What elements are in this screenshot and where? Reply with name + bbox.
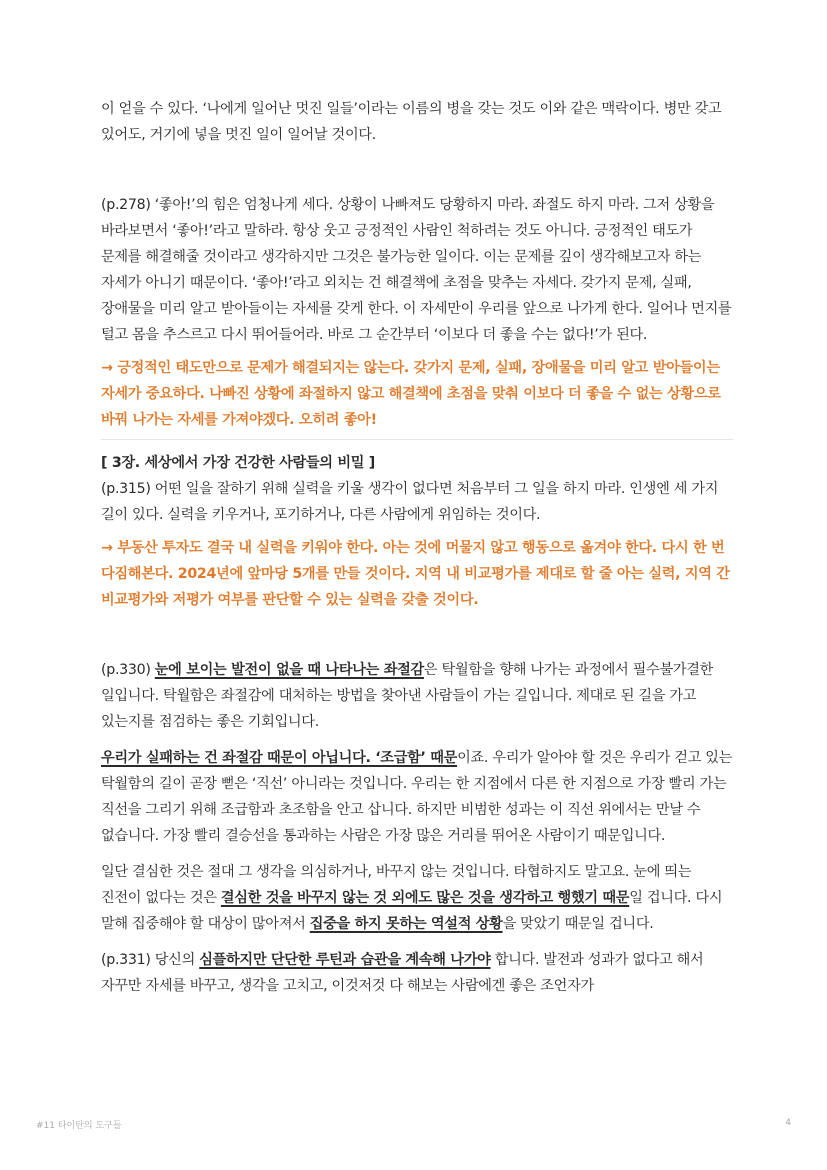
- paragraph-decision: [101, 859, 733, 937]
- text: (p.330): [101, 662, 155, 678]
- underlined-phrase: 우리가 실패하는 건 좌절감 때문이 아닙니다. ‘조급함’ 때문: [101, 750, 458, 766]
- text: 을 맞았기 때문일 겁니다.: [502, 916, 654, 932]
- highlight-note-positive: → 긍정적인 태도만으로 문제가 해결되지는 않는다. 갖가지 문제, 실패, 장애물을 미리 알고 받아들이는 자세가 중요하다. 나빠진 상황에 좌절하지 않고 해결책에 초점을 맞춰 이보다 더 좋을 수 없는 상황으로 바꿔 나가는 자세를 가져야겠다. 오히려 좋아!: [101, 360, 721, 428]
- footer-page-number: 4: [785, 1118, 791, 1128]
- paragraph-continuation: 이 얻을 수 있다. ‘나에게 일어난 멋진 일들’이라는 이름의 병을 갖는 것도 이와 같은 맥락이다. 병만 갖고 있어도, 거기에 넣을 멋진 일이 일어날 것이다.: [101, 101, 722, 143]
- text: 합니다. 발전과 성과가 없다고 해서 자꾸만 자세를 바꾸고, 생각을 고치고, 이것저것 다 해보는 사람에겐 좋은 조언자가: [101, 952, 704, 994]
- underlined-phrase: 결심한 것을 바꾸지 않는 것 외에도 많은 것을 생각하고 행했기 때문: [220, 890, 630, 906]
- chapter-heading: [ 3장. 세상에서 가장 건강한 사람들의 비밀 ]: [101, 455, 375, 471]
- paragraph-impatience: [101, 745, 733, 849]
- underlined-phrase: 눈에 보이는 발전이 없을 때 나타나는 좌절감: [154, 662, 424, 678]
- text: (p.331) 당신의: [101, 952, 200, 968]
- section-divider: [101, 439, 733, 440]
- text: 일 겁니다. 다시 말해 집중해야 할 대상이 많아져서: [101, 890, 723, 932]
- paragraph-p278: (p.278) ‘좋아!’의 힘은 엄청나게 세다. 상황이 나빠져도 당황하지 마라. 좌절도 하지 마라. 그저 상황을 바라보면서 ‘좋아!’라고 말하라. 항상 웃고 긍정적인 사람인 척하려는 것도 아니다. 긍정적인 태도가 문제를 해결해줄 것이라고 생각하지만 그것은 불가능한 일이다. 이는 문제를 깊이 생각해보고자 하는 자세가 아니기 때문이다. ‘좋아!’라고 외치는 건 해결책에 초점을 맞추는 자세다. 갖가지 문제, 실패, 장애물을 미리 알고 받아들이는 자세를 갖게 한다. 이 자세만이 우리를 앞으로 나가게 한다. 일어나 먼지를 털고 몸을 추스르고 다시 뛰어들어라. 바로 그 순간부터 ‘이보다 더 좋을 수는 없다!’가 된다.: [101, 197, 732, 343]
- text-block: [101, 96, 733, 999]
- paragraph-p315: (p.315) 어떤 일을 잘하기 위해 실력을 키울 생각이 없다면 처음부터 그 일을 하지 마라. 인생엔 세 가지 길이 있다. 실력을 키우거나, 포기하거나, 다른 사람에게 위임하는 것이다.: [101, 481, 719, 523]
- underlined-phrase: 심플하지만 단단한 루틴과 습관을 계속해 나가야: [199, 952, 491, 968]
- highlight-note-real-estate: → 부동산 투자도 결국 내 실력을 키워야 한다. 아는 것에 머물지 않고 행동으로 옮겨야 한다. 다시 한 번 다짐해본다. 2024년에 앞마당 5개를 만들 것이다. 지역 내 비교평가를 제대로 할 줄 아는 실력, 지역 간 비교평가와 저평가 여부를 판단할 수 있는 실력을 갖출 것이다.: [101, 540, 730, 608]
- text: 은 탁월함을 향해 나가는 과정에서 필수불가결한 일입니다. 탁월함은 좌절감에 대처하는 방법을 찾아낸 사람들이 가는 길입니다. 제대로 된 길을 가고 있는지를 점검하는 좋은 기회입니다.: [101, 662, 714, 730]
- text: 이죠. 우리가 알아야 할 것은 우리가 걷고 있는 탁월함의 길이 곧장 뻗은 ‘직선’ 아니라는 것입니다. 우리는 한 지점에서 다른 한 지점으로 가장 빨리 가는 직선을 그리기 위해 조급함과 초조함을 안고 삽니다. 하지만 비범한 성과는 이 직선 위에서는 만날 수 없습니다. 가장 빨리 결승선을 통과하는 사람은 가장 많은 거리를 뛰어온 사람이기 때문입니다.: [101, 750, 733, 844]
- paragraph-p330: [101, 657, 733, 735]
- underlined-phrase: 집중을 하지 못하는 역설적 상황: [309, 916, 503, 932]
- footer-document-title: #11 타이탄의 도구들: [36, 1121, 122, 1131]
- text: 일단 결심한 것은 절대 그 생각을 의심하거나, 바꾸지 않는 것입니다. 타협하지도 말고요. 눈에 띄는 진전이 없다는 것은: [101, 864, 692, 906]
- page-content: [101, 96, 733, 999]
- paragraph-p331: [101, 947, 733, 999]
